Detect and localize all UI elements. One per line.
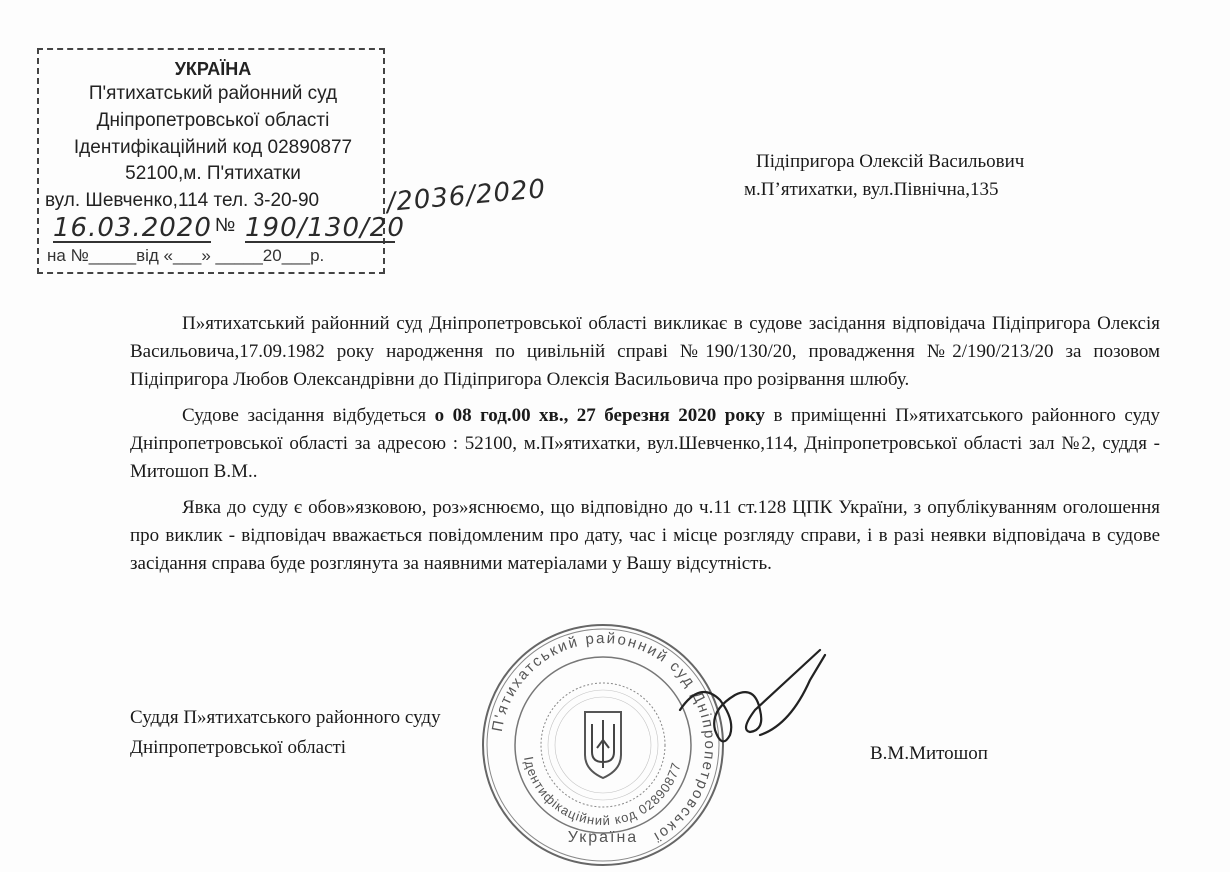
hearing-text-before: Судове засідання відбудеться (182, 405, 435, 426)
judge-signature (660, 640, 860, 770)
court-stamp (37, 48, 405, 274)
addressee-block (744, 148, 1024, 204)
seal-outer-text: П'ятихатський районний суд Дніпропетровської (488, 629, 719, 847)
stamp-number-extension: /2036/2020 (385, 174, 548, 218)
paragraph-hearing (130, 402, 1160, 486)
stamp-country: УКРАЇНА (174, 59, 252, 79)
hearing-datetime: о 08 год.00 хв., 27 березня 2020 року (434, 405, 766, 426)
seal-inner-text: Ідентифікаційний код 02890877 (521, 755, 684, 829)
stamp-id-code: Ідентифікаційний код 02890877 (73, 137, 353, 158)
stamp-date-row (47, 213, 607, 243)
seal-bottom-text: Україна (567, 829, 639, 846)
stamp-reply-ref: на №_____від «___» _____20___р. (47, 246, 325, 265)
paragraph-attendance: Явка до суду є обов»язковою, роз»яснюємо, що відповідно до ч.11 ст.128 ЦПК України, з опублікуванням оголошення про виклик - відповідач вважається повідомленим про дату, час і місце розгляду справи, і в разі неявки відповідача в судове засідання справа буде розглянута за наявними матеріалами у Вашу відсутність. (130, 497, 1160, 574)
body-text (130, 310, 1160, 586)
addressee-name: Підіпригора Олексій Васильович (756, 151, 1025, 172)
trident-icon (585, 712, 621, 778)
stamp-court: П'ятихатський районний суд (88, 83, 338, 104)
hearing-text-after: в приміщенні П»ятихатського районного суду Дніпропетровської області за адресою : 52100, м.П»ятихатки, вул.Шевченко,114, Дніпропетровської області зал №2, суддя - Митошоп В.М.. (130, 405, 1160, 482)
signature-title: Суддя П»ятихатського районного суду (130, 707, 441, 728)
stamp-date: 16.03.2020 (53, 213, 212, 243)
stamp-number-label: № (215, 215, 236, 236)
signature-name: В.М.Митошоп (870, 743, 988, 764)
signature-region: Дніпропетровської області (130, 737, 347, 758)
paragraph-summons: П»ятихатський районний суд Дніпропетровської області викликає в судове засідання відповідача Підіпригора Олексія Васильовича,17.09.1982 року народження по цивільній справі №190/130/20, провадження №2/190/213/20 за позовом Підіпригора Любов Олександрівни до Підіпригора Олексія Васильовича про розірвання шлюбу. (130, 313, 1160, 390)
addressee-address: м.П’ятихатки, вул.Північна,135 (744, 179, 999, 200)
stamp-city: 52100,м. П'ятихатки (125, 163, 301, 184)
stamp-number: 190/130/20 (245, 213, 405, 243)
stamp-region: Дніпропетровської області (96, 110, 330, 131)
stamp-address: вул. Шевченко,114 тел. 3-20-90 (45, 190, 320, 211)
